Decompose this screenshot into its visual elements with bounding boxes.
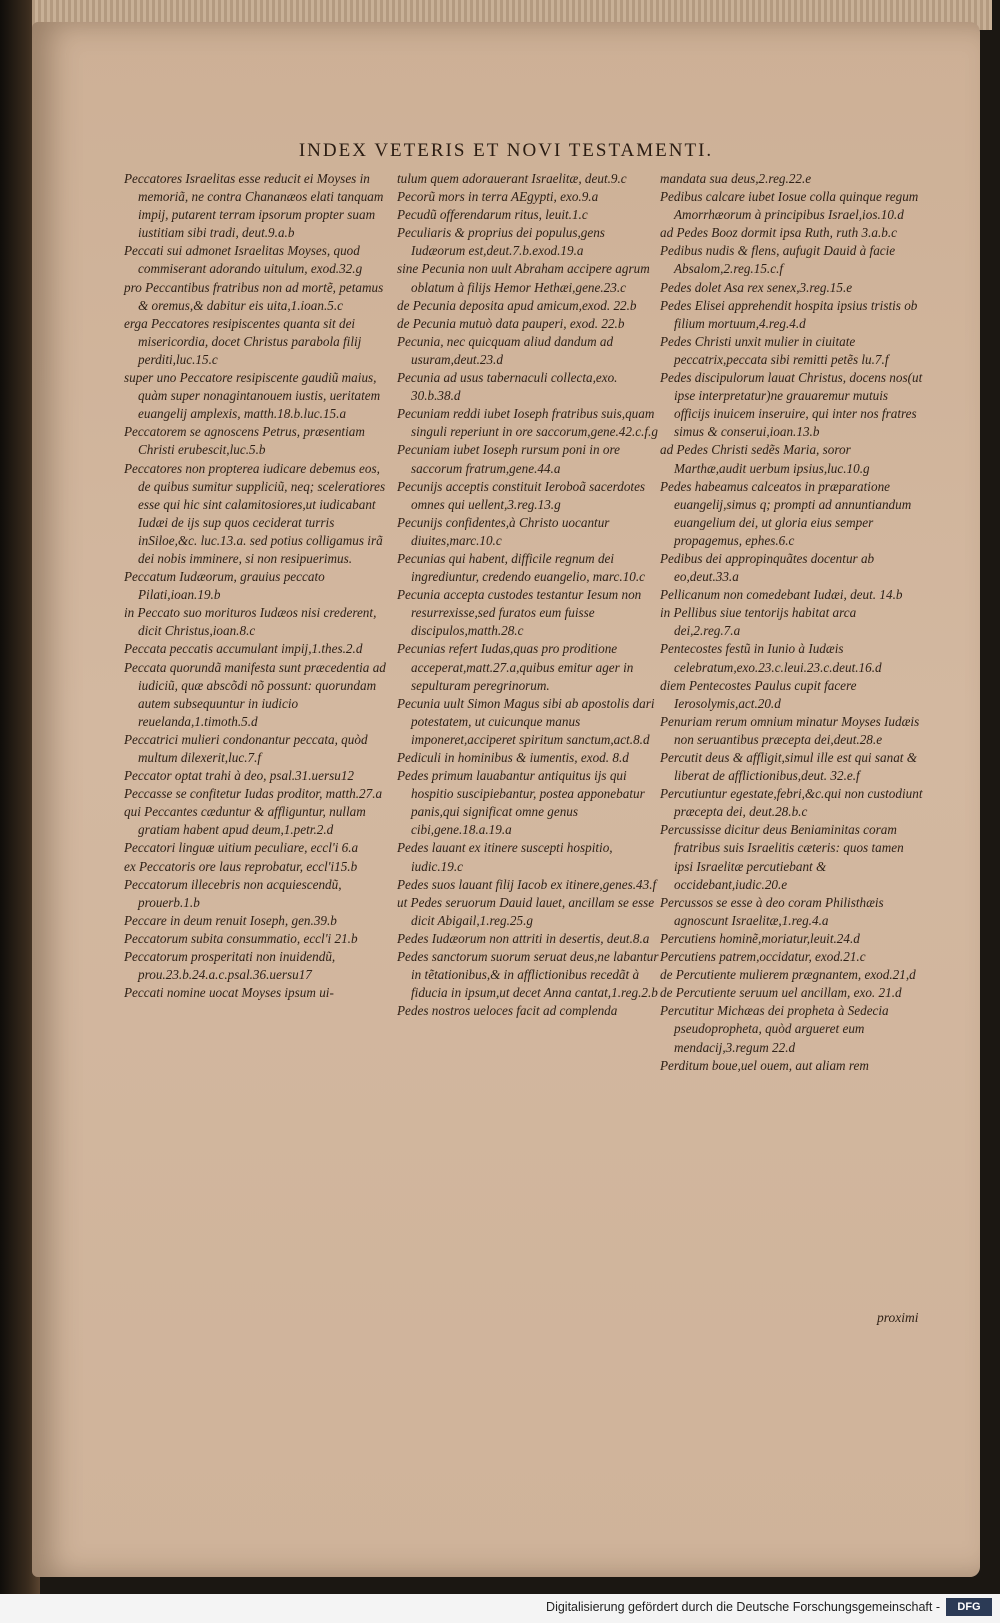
index-entry: in Pellibus siue tentorijs habitat arca dei,2.reg.7.a	[660, 605, 857, 639]
index-entry: Peccatorum prosperitati non inuidendũ, prou.23.b.24.a.c.psal.36.uersu17	[124, 949, 336, 983]
index-entry: Pecunia, nec quicquam aliud dandum ad usuram,deut.23.d	[397, 333, 614, 367]
index-entry: Pecunias qui habent, difficile regnum dei ingrediuntur, credendo euangelio, marc.10.c	[397, 550, 646, 585]
index-entry: Pellicanum non comedebant Iudæi, deut. 14.b	[660, 587, 903, 603]
index-entry: Pedes discipulorum lauat Christus, docens nos(ut ipse interpretatur)ne grauaremur mutuis officijs inuicem inseruire, qui inter nos fratres simus & conserui,ioan.13.b	[660, 370, 923, 440]
index-entry: super uno Peccatore resipiscente gaudiũ maius, quàm super nonagintanouem iustis, ueritatem euangelij amplexis, matth.18.b.luc.15.a	[124, 370, 381, 422]
index-entry: ut Pedes seruorum Dauid lauet, ancillam se esse dicit Abigail,1.reg.25.g	[397, 894, 655, 928]
index-entry: de Percutiente mulierem prægnantem, exod.21,d	[660, 967, 916, 983]
index-entry: Peccati nomine uocat Moyses ipsum ui-	[124, 985, 334, 1001]
index-entry: Peccatorum subita consummatio, eccl'i 21.b	[124, 930, 358, 946]
index-entry: ex Peccatoris ore laus reprobatur, eccl'i15.b	[124, 858, 358, 874]
index-entry: Peccatores non propterea iudicare debemus eos, de quibus sumitur suppliciũ, neq; sceleratiores esse qui hic sint calamitosiores,ut iudicabant Iudæi de ijs sup quos ceciderat turris inSiloe,&c. luc.13.a. sed potius colligamus irã dei nobis imminere, si non resipuerimus.	[124, 460, 386, 566]
index-entry: Pedes suos lauant filij Iacob ex itinere,genes.43.f	[397, 876, 657, 892]
index-entry: Pecunia uult Simon Magus sibi ab apostolis dari potestatem, ut cuicunque manus imponeret,acciperet spiritum sanctum,act.8.d	[397, 695, 655, 747]
index-entry: Peccatorum illecebris non acquiescendũ, prouerb.1.b	[124, 876, 342, 910]
digitization-footer	[0, 1594, 1000, 1623]
catchword: proximi	[877, 1310, 919, 1325]
index-entry: Percutit deus & affligit,simul ille est qui sanat & liberat de afflictionibus,deut. 32.e.f	[660, 750, 918, 784]
index-entry: pro Peccantibus fratribus non ad mortẽ, petamus & oremus,& dabitur eis uita,1.ioan.5.c	[124, 279, 384, 313]
index-entry: Pedes dolet Asa rex senex,3.reg.15.e	[660, 279, 853, 295]
index-entry: Pedes lauant ex itinere suscepti hospitio, iudic.19.c	[397, 840, 613, 874]
index-entry: Pediculi in hominibus & iumentis, exod. 8.d	[397, 750, 629, 765]
index-entry: mandata sua deus,2.reg.22.e	[660, 171, 812, 186]
index-entry: Peccatum Iudæorum, grauius peccato Pilati,ioan.19.b	[124, 569, 325, 603]
index-entry: qui Peccantes cæduntur & affliguntur, nullam gratiam habent apud deum,1.petr.2.d	[124, 804, 366, 838]
index-entry: de Pecunia mutuò data pauperi, exod. 22.b	[397, 315, 625, 331]
index-entry: Pecunijs acceptis constituit Ieroboã sacerdotes omnes qui uellent,3.reg.13.g	[397, 478, 646, 512]
index-entry: Percutitur Michæas dei propheta à Sedecia pseudopropheta, quòd argueret eum mendacij,3.regum 22.d	[660, 1003, 889, 1055]
index-entry: Peccatrici mulieri condonantur peccata, quòd multum dilexerit,luc.7.f	[124, 731, 368, 765]
index-entry: Pedes primum lauabantur antiquitus ijs qui hospitio suscipiebantur, postea apponebatur panis,qui significat omne genus cibi,gene.18.a.19.a	[397, 768, 645, 838]
page-header: INDEX VETERIS ET NOVI TESTAMENTI.	[298, 140, 714, 161]
index-entry: Peccatori linguæ uitium peculiare, eccl'i 6.a	[124, 840, 359, 856]
index-entry: Peccatores Israelitas esse reducit ei Moyses in memoriã, ne contra Chananæos elati tanquam impij, putarent terram ipsorum propter suam iustitiam sibi tradi, deut.9.a.b	[124, 171, 384, 241]
index-column-1	[124, 170, 389, 1002]
index-entry: Pentecostes festũ in Iunio à Iudæis celebratum,exo.23.c.leui.23.c.deut.16.d	[660, 641, 882, 675]
index-entry: de Percutiente seruum uel ancillam, exo. 21.d	[660, 985, 902, 1001]
index-entry: Penuriam rerum omnium minatur Moyses Iudæis non seruantibus præcepta dei,deut.28.e	[660, 713, 920, 747]
index-entry: Peccata quorundã manifesta sunt præcedentia ad iudiciũ, quæ abscõdi nõ possunt: quorundam autem subsequuntur in iudicio reuelanda,1.timoth.5.d	[124, 659, 386, 729]
index-entry: tulum quem adorauerant Israelitæ, deut.9.c	[397, 171, 627, 186]
index-entry: Pedes Christi unxit mulier in ciuitate peccatrix,peccata sibi remitti petẽs lu.7.f	[660, 333, 889, 367]
index-entry: Pedibus nudis & flens, aufugit Dauid à facie Absalom,2.reg.15.c.f	[660, 243, 896, 277]
index-entry: de Pecunia deposita apud amicum,exod. 22.b	[397, 297, 637, 313]
index-entry: Peccasse se confitetur Iudas proditor, matth.27.a	[124, 786, 383, 802]
index-entry: Pecudũ offerendarum ritus, leuit.1.c	[397, 207, 588, 223]
index-entry: sine Pecunia non uult Abraham accipere agrum oblatum à filijs Hemor Hethæi,gene.23.c	[397, 261, 650, 295]
index-entry: Pecunias refert Iudas,quas pro proditione acceperat,matt.27.a,quibus emitur ager in sepulturam peregrinorum.	[397, 641, 634, 693]
index-entry: diem Pentecostes Paulus cupit facere Ierosolymis,act.20.d	[660, 677, 857, 711]
index-entry: Percussos se esse à deo coram Philisthæis agnoscunt Israelitæ,1.reg.4.a	[660, 894, 884, 928]
index-entry: Pedibus calcare iubet Iosue colla quinque regum Amorrhæorum à principibus Israel,ios.10.d	[660, 189, 919, 223]
index-entry: ad Pedes Christi sedẽs Maria, soror Marthæ,audit uerbum ipsius,luc.10.g	[660, 442, 870, 476]
dfg-logo: DFG	[946, 1598, 992, 1616]
index-entry: Peccatorem se agnoscens Petrus, præsentiam Christi erubescit,luc.5.b	[124, 424, 365, 458]
index-entry: Pedes nostros ueloces facit ad complenda	[397, 1003, 618, 1019]
index-entry: Percutiuntur egestate,febri,&c.qui non custodiunt præcepta dei, deut.28.b.c	[660, 786, 923, 820]
index-entry: Peccator optat trahi à deo, psal.31.uersu12	[124, 768, 355, 784]
index-entry: Pecunijs confidentes,à Christo uocantur diuites,marc.10.c	[397, 514, 610, 548]
book-page	[32, 22, 980, 1577]
index-entry: ad Pedes Booz dormit ipsa Ruth, ruth 3.a.b.c	[660, 225, 897, 241]
index-entry: Pedes habeamus calceatos in præparatione euangelij,simus q; prompti ad annuntiandum euangelium dei, ut gloria eius semper propagemus, ephes.6.c	[660, 478, 912, 548]
index-entry: Pedes Iudæorum non attriti in desertis, deut.8.a	[397, 930, 650, 946]
index-entry: Peccata peccatis accumulant impij,1.thes.2.d	[124, 641, 363, 657]
index-entry: Peccati sui admonet Israelitas Moyses, quod commiserant adorando uitulum, exod.32.g	[124, 243, 363, 277]
index-entry: Pedes sanctorum suorum seruat deus,ne labantur in tẽtationibus,& in afflictionibus recedãt à fiducia in ipsum,ut decet Anna cantat,1.reg.2.b	[397, 949, 659, 1001]
index-column-3	[660, 170, 925, 1075]
footer-credit: Digitalisierung gefördert durch die Deutsche Forschungsgemeinschaft -	[546, 1600, 940, 1614]
index-entry: Pedes Elisei apprehendit hospita ipsius tristis ob filium mortuum,4.reg.4.d	[660, 297, 918, 331]
index-entry: Perditum boue,uel ouem, aut aliam rem	[660, 1057, 869, 1073]
index-entry: Pecuniam iubet Ioseph rursum poni in ore saccorum fratrum,gene.44.a	[397, 442, 620, 476]
index-entry: in Peccato suo morituros Iudæos nisi crederent, dicit Christus,ioan.8.c	[124, 605, 377, 639]
index-entry: Peculiaris & proprius dei populus,gens Iudæorum est,deut.7.b.exod.19.a	[397, 225, 605, 259]
index-entry: Percutiens patrem,occidatur, exod.21.c	[660, 949, 866, 965]
index-entry: Percutiens hominẽ,moriatur,leuit.24.d	[660, 930, 860, 946]
index-entry: Pecuniam reddi iubet Ioseph fratribus suis,quam singuli reperiunt in ore saccorum,gene.42.c.f.g	[397, 406, 658, 440]
index-entry: Pecunia ad usus tabernaculi collecta,exo. 30.b.38.d	[397, 370, 618, 404]
index-entry: Pedibus dei appropinquãtes docentur ab eo,deut.33.a	[660, 550, 875, 585]
index-entry: Percussisse dicitur deus Beniaminitas coram fratribus suis Israelitis cæteris: quos tamen ipsi Israelitæ percutiebant & occidebant,iudic.20.e	[660, 822, 904, 892]
index-entry: Peccare in deum renuit Ioseph, gen.39.b	[124, 912, 337, 928]
index-entry: Pecunia accepta custodes testantur Iesum non resurrexisse,sed furatos eum fuisse discipulos,matth.28.c	[397, 587, 642, 639]
index-column-2	[397, 170, 662, 1020]
index-entry: erga Peccatores resipiscentes quanta sit dei misericordia, docet Christus parabola filij perditi,luc.15.c	[124, 315, 362, 367]
index-entry: Pecorũ mors in terra AEgypti, exo.9.a	[397, 189, 599, 205]
